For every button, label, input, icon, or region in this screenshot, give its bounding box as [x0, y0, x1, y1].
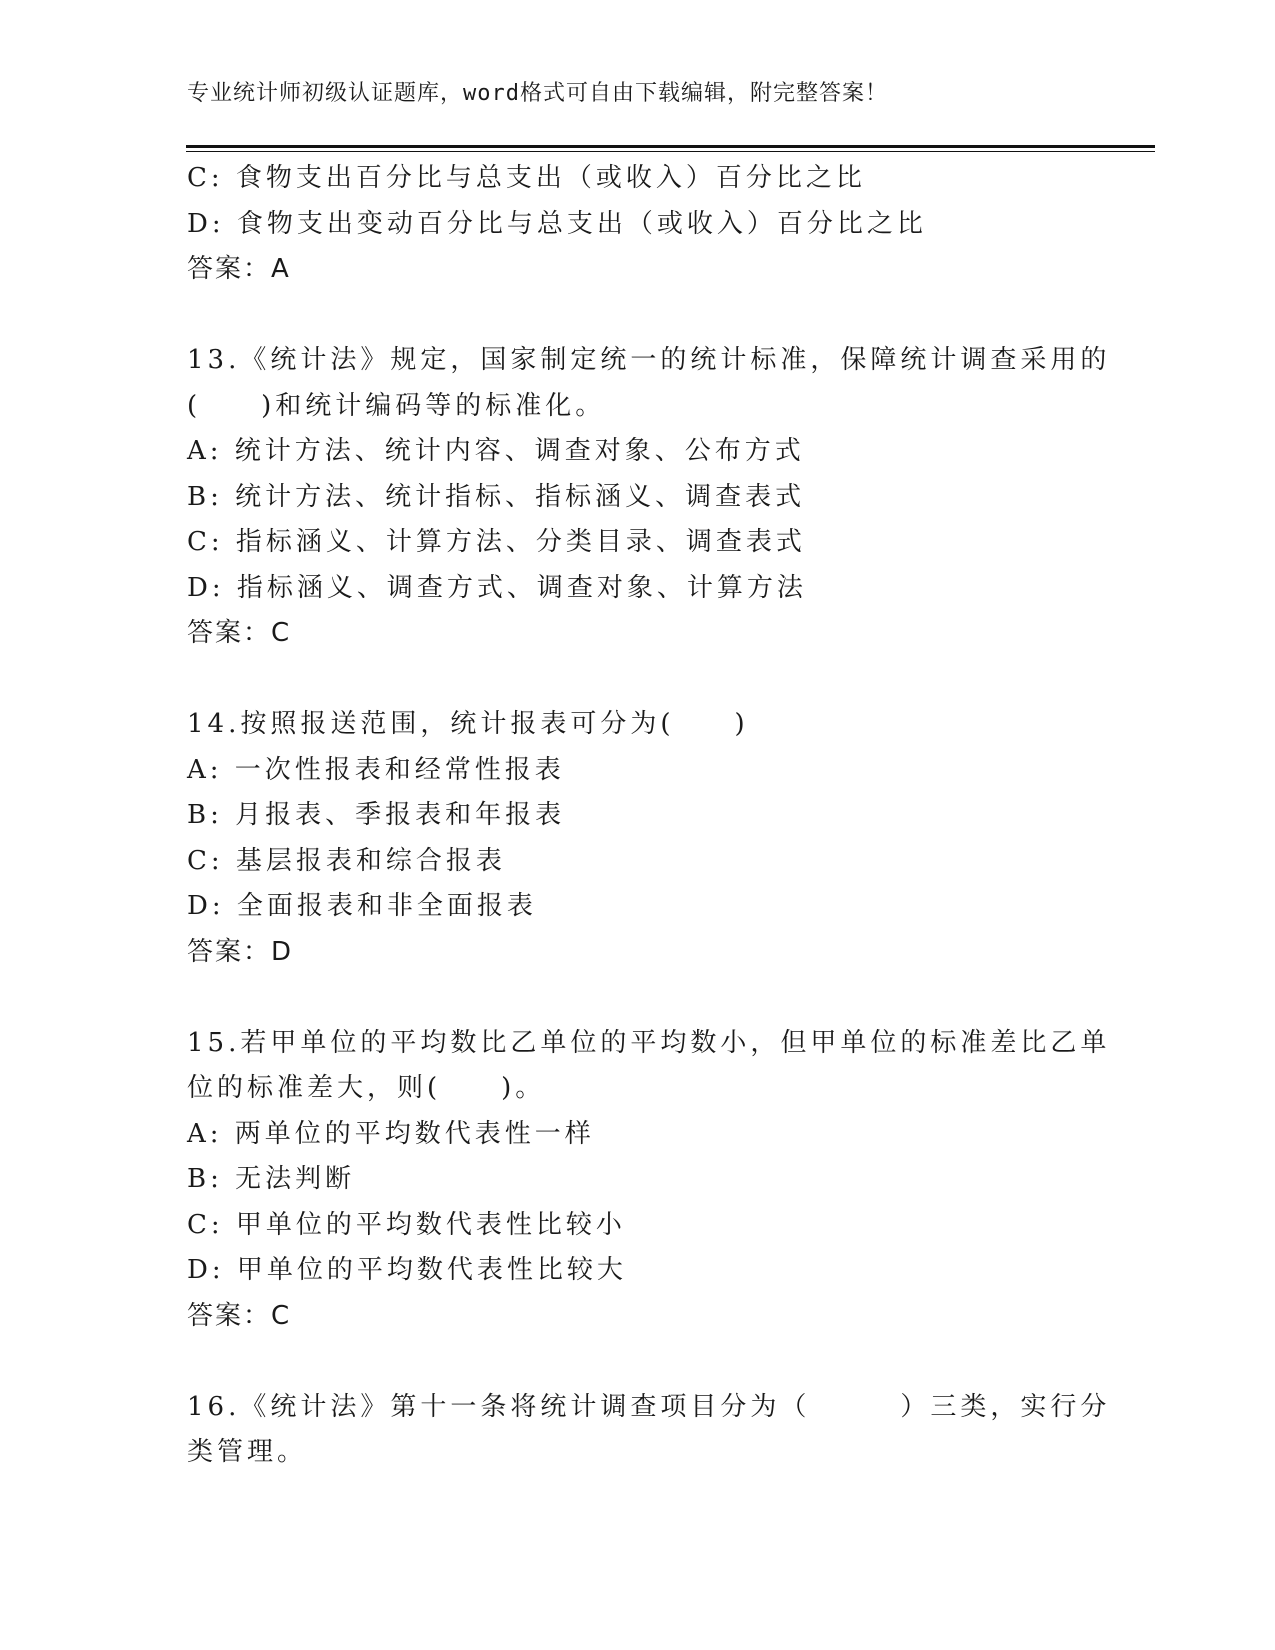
header-rule-thin: [186, 151, 1155, 152]
option-c: C: 基层报表和综合报表: [187, 845, 506, 876]
option-b: B: 无法判断: [187, 1164, 356, 1194]
spacer: [187, 975, 1087, 1021]
question-13: [187, 338, 1111, 657]
page-header: 专业统计师初级认证题库，word格式可自由下载编辑，附完整答案！: [187, 81, 888, 106]
option-b: B: 月报表、季报表和年报表: [187, 800, 566, 830]
option-d: D: 食物支出变动百分比与总支出（或收入）百分比之比: [187, 208, 927, 239]
option-c: C: 指标涵义、计算方法、分类目录、调查表式: [187, 527, 806, 557]
option-d: D: 甲单位的平均数代表性比较大: [187, 1255, 627, 1285]
question-stem: 14.按照报送范围，统计报表可分为( ): [187, 709, 749, 739]
answer: 答案：C: [187, 618, 292, 648]
question-stem-cont: ( )和统计编码等的标准化。: [187, 390, 606, 421]
spacer: [187, 293, 1087, 339]
spacer: [187, 1339, 1087, 1385]
question-stem: 15.若甲单位的平均数比乙单位的平均数小，但甲单位的标准差比乙单: [187, 1027, 1111, 1058]
question-16: [187, 1385, 1111, 1476]
question-stem: 13.《统计法》规定，国家制定统一的统计标准，保障统计调查采用的: [187, 345, 1111, 375]
question-stem: 16.《统计法》第十一条将统计调查项目分为（ ）三类，实行分: [187, 1391, 1111, 1422]
option-b: B: 统计方法、统计指标、指标涵义、调查表式: [187, 481, 806, 512]
answer: 答案：A: [187, 254, 291, 284]
spacer: [187, 657, 1087, 703]
option-a: A: 统计方法、统计内容、调查对象、公布方式: [187, 436, 805, 466]
option-d: D: 全面报表和非全面报表: [187, 891, 537, 921]
option-c: C: 甲单位的平均数代表性比较小: [187, 1209, 626, 1240]
prev-question-block: [187, 156, 1087, 293]
answer: 答案：D: [187, 936, 294, 967]
option-a: A: 一次性报表和经常性报表: [187, 754, 565, 785]
header-rule-thick: [186, 145, 1155, 148]
question-15: [187, 1021, 1111, 1340]
option-a: A: 两单位的平均数代表性一样: [187, 1118, 595, 1149]
question-stem-cont: 类管理。: [187, 1437, 308, 1467]
option-c: C: 食物支出百分比与总支出（或收入）百分比之比: [187, 163, 866, 193]
question-content: [187, 156, 1111, 1476]
option-d: D: 指标涵义、调查方式、调查对象、计算方法: [187, 572, 807, 603]
question-14: [187, 702, 1087, 975]
answer: 答案：C: [187, 1300, 292, 1331]
question-stem-cont: 位的标准差大，则( )。: [187, 1073, 546, 1103]
